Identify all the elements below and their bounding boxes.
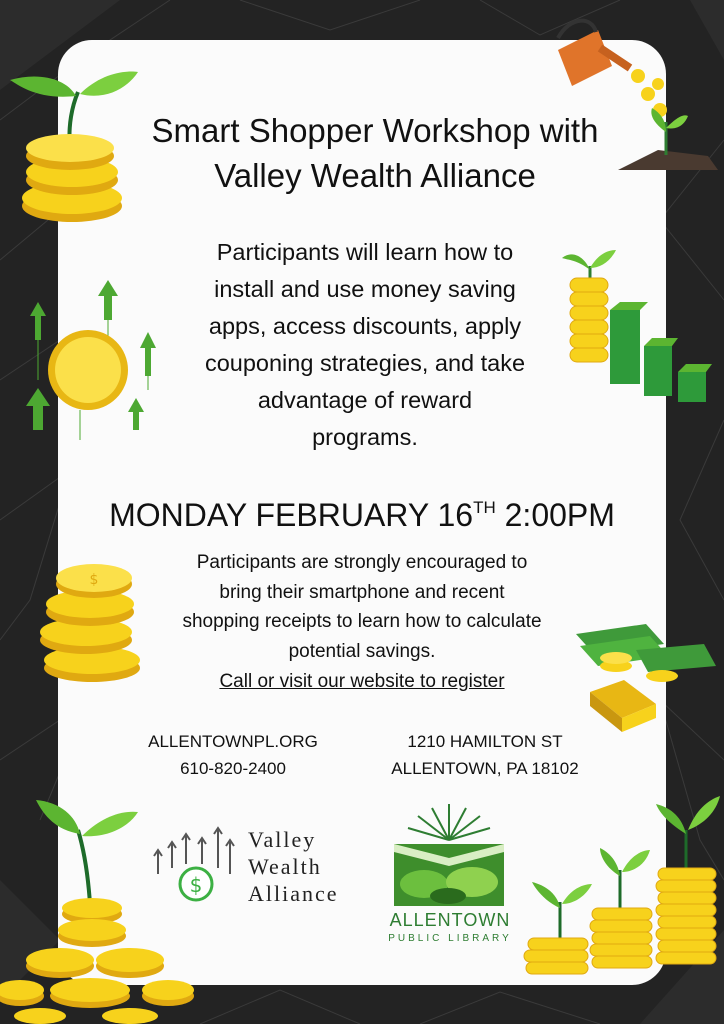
event-date: MONDAY FEBRUARY 16 bbox=[109, 497, 474, 533]
book-sunburst-icon bbox=[388, 800, 510, 910]
contact-address bbox=[360, 728, 610, 782]
description-line: programs. bbox=[312, 424, 418, 450]
svg-text:$: $ bbox=[189, 873, 203, 897]
event-time: 2:00PM bbox=[504, 497, 615, 533]
bring-notice bbox=[140, 548, 584, 666]
vwa-logo-text bbox=[248, 826, 339, 907]
coin-towers-icon bbox=[520, 790, 724, 980]
date-suffix: TH bbox=[473, 498, 496, 517]
workshop-description bbox=[170, 234, 560, 456]
sprout-coins-pile-icon bbox=[0, 790, 198, 1024]
sprout-coins-icon bbox=[8, 66, 138, 226]
watering-can-icon bbox=[548, 10, 718, 180]
vwa-line-3: Alliance bbox=[248, 881, 339, 906]
bring-line: potential savings. bbox=[288, 640, 436, 662]
coin-arrows-icon bbox=[20, 280, 170, 455]
vwa-line-1: Valley bbox=[248, 827, 317, 852]
description-line: Participants will learn how to bbox=[216, 239, 514, 265]
bring-line: Participants are strongly encouraged to bbox=[196, 552, 528, 573]
description-line: advantage of reward bbox=[257, 387, 473, 413]
website-link[interactable]: ALLENTOWNPL.ORG bbox=[148, 732, 318, 751]
bring-line: bring their smartphone and recent bbox=[219, 581, 505, 603]
library-name: ALLENTOWN bbox=[389, 910, 511, 930]
vwa-line-2: Wealth bbox=[248, 854, 322, 879]
title-line-1: Smart Shopper Workshop with bbox=[151, 112, 599, 149]
svg-text:$: $ bbox=[89, 572, 99, 588]
description-line: apps, access discounts, apply bbox=[208, 313, 522, 339]
description-line: install and use money saving bbox=[214, 276, 516, 302]
register-link[interactable]: Call or visit our website to register bbox=[219, 671, 505, 692]
title-line-2: Valley Wealth Alliance bbox=[214, 157, 536, 194]
bring-line: shopping receipts to learn how to calculate bbox=[182, 611, 542, 632]
address-street: 1210 HAMILTON ST bbox=[407, 732, 563, 751]
growth-chart-icon bbox=[562, 238, 712, 404]
library-subtitle: PUBLIC LIBRARY bbox=[388, 933, 512, 944]
event-date-time bbox=[80, 488, 644, 535]
contact-website-phone bbox=[120, 728, 346, 782]
phone-number: 610-820-2400 bbox=[180, 759, 286, 778]
description-line: couponing strategies, and take bbox=[204, 350, 526, 376]
address-city: ALLENTOWN, PA 18102 bbox=[391, 759, 579, 778]
money-gold-icon bbox=[576, 620, 716, 736]
coin-stack-icon bbox=[36, 562, 144, 684]
